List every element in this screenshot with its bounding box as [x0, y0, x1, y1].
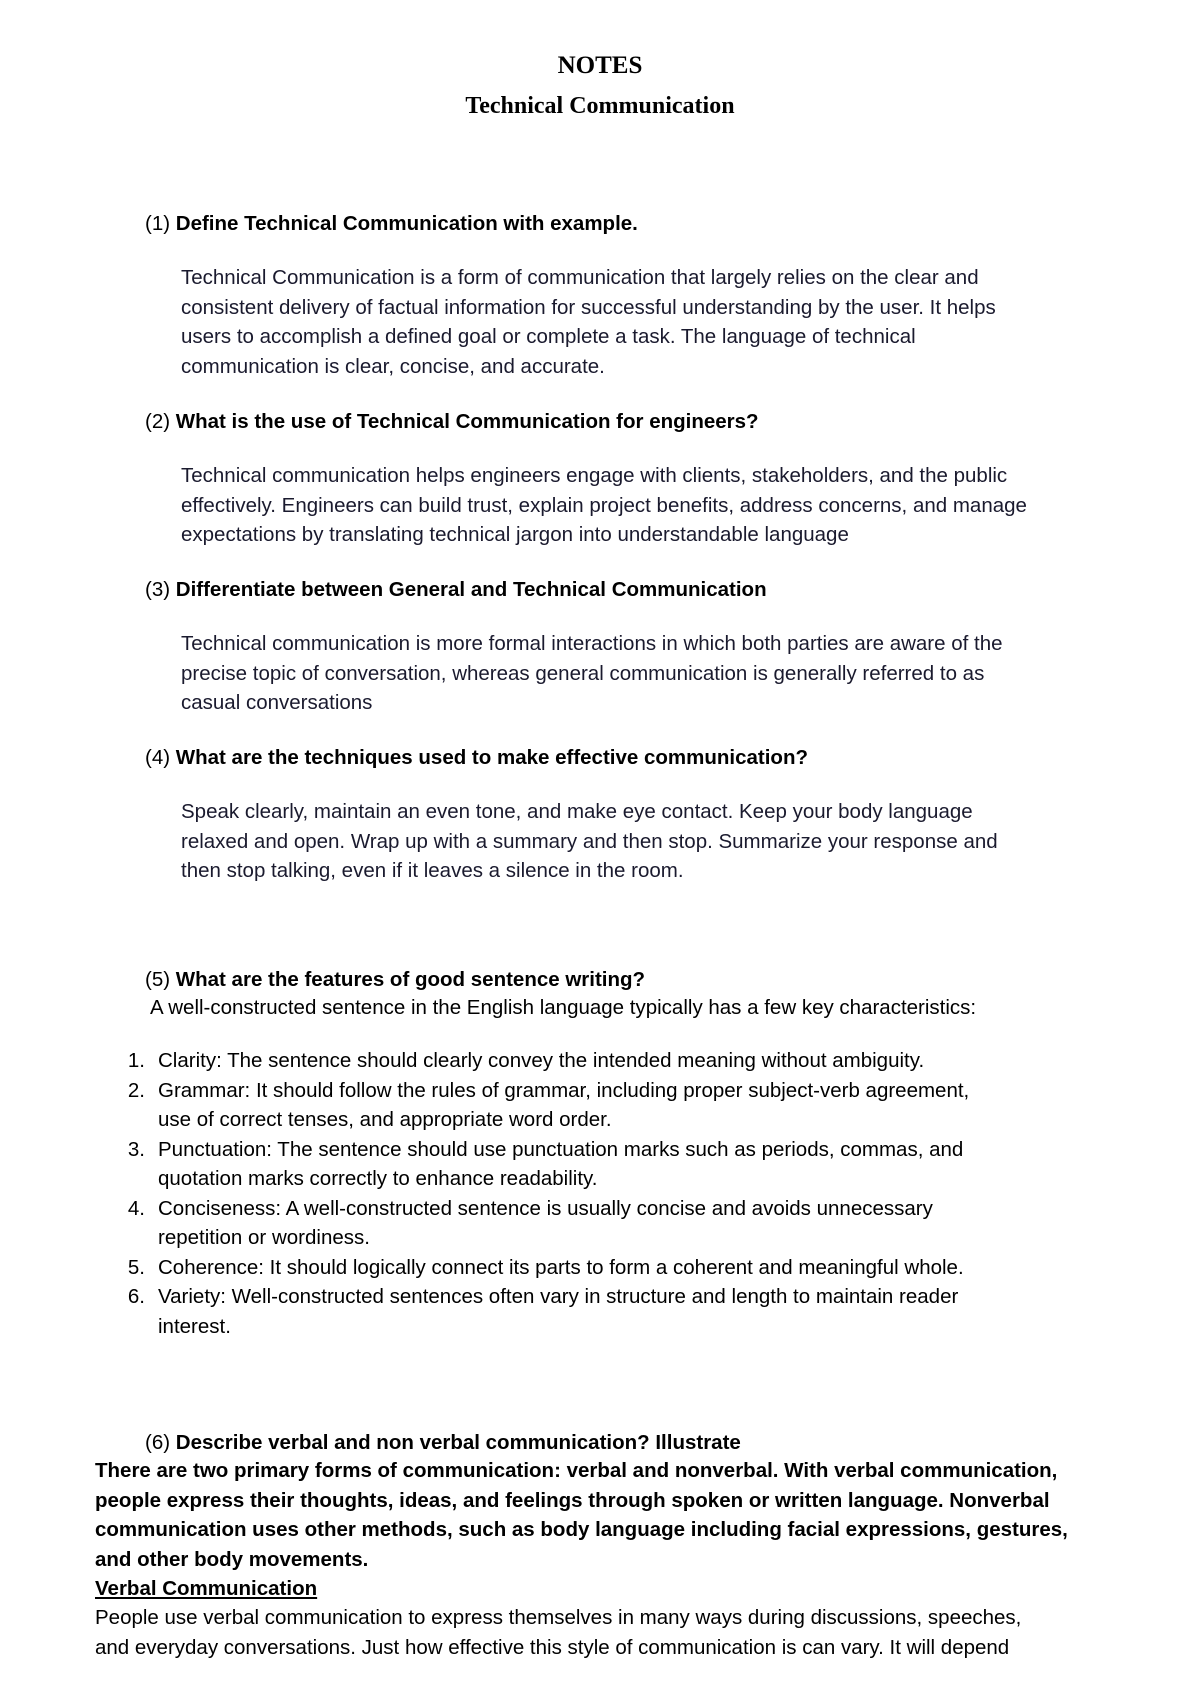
answer-line: Technical communication is more formal interactions in which both parties are aware of the — [181, 632, 1003, 655]
list-item — [100, 1046, 1100, 1076]
list-number: 6. — [127, 1285, 145, 1308]
question-title: Differentiate between General and Technical Communication — [175, 578, 767, 601]
verbal-communication-subheading: Verbal Communication — [95, 1577, 318, 1600]
list-line: Punctuation: The sentence should use punctuation marks such as periods, commas, and — [158, 1137, 964, 1161]
list-text — [158, 1253, 964, 1283]
question-number: (3) — [145, 578, 171, 601]
list-line: Variety: Well-constructed sentences often vary in structure and length to maintain reader — [158, 1285, 959, 1308]
verbal-communication-paragraph — [95, 1603, 1135, 1662]
question-5-heading — [145, 965, 645, 995]
question-title: Define Technical Communication with example. — [175, 212, 638, 235]
answer-line: Speak clearly, maintain an even tone, and make eye contact. Keep your body language — [181, 800, 973, 823]
answer-line: Technical Communication is a form of communication that largely relies on the clear and — [181, 266, 979, 289]
list-number: 1. — [127, 1049, 145, 1072]
question-1-heading — [145, 209, 638, 239]
question-5-intro: A well-constructed sentence in the English language typically has a few key characteristics: — [150, 996, 977, 1019]
question-3-heading — [145, 575, 767, 605]
list-line: repetition or wordiness. — [158, 1226, 370, 1249]
paragraph-line: communication uses other methods, such as body language including facial expressions, gestures, — [95, 1518, 1068, 1541]
list-text — [158, 1282, 958, 1341]
answer-line: expectations by translating technical jargon into understandable language — [181, 523, 849, 546]
list-number: 3. — [127, 1137, 145, 1161]
list-line: Conciseness: A well-constructed sentence is usually concise and avoids unnecessary — [158, 1196, 933, 1220]
list-text — [158, 1135, 963, 1194]
question-title: What are the features of good sentence writing? — [175, 968, 646, 991]
list-line: Clarity: The sentence should clearly convey the intended meaning without ambiguity. — [158, 1049, 925, 1072]
question-4-heading — [145, 743, 808, 773]
list-line: Coherence: It should logically connect its parts to form a coherent and meaningful whole. — [158, 1255, 964, 1279]
answer-line: casual conversations — [181, 691, 373, 714]
list-text — [158, 1076, 969, 1135]
question-number: (5) — [145, 968, 171, 991]
list-item — [100, 1253, 1100, 1283]
list-line: quotation marks correctly to enhance readability. — [158, 1167, 598, 1190]
question-title: What is the use of Technical Communication for engineers? — [175, 410, 759, 433]
answer-line: users to accomplish a defined goal or complete a task. The language of technical — [181, 325, 916, 348]
question-6-heading — [145, 1428, 741, 1458]
list-number: 5. — [127, 1255, 145, 1279]
doc-title: NOTES — [557, 52, 643, 79]
paragraph-line: people express their thoughts, ideas, and feelings through spoken or written language. Nonverbal — [95, 1488, 1050, 1512]
question-number: (2) — [145, 410, 171, 433]
list-number: 4. — [127, 1196, 145, 1220]
question-3-answer — [181, 629, 1121, 718]
question-1-answer — [181, 263, 1121, 381]
paragraph-line: There are two primary forms of communication: verbal and nonverbal. With verbal communication, — [95, 1459, 1058, 1482]
answer-line: Technical communication helps engineers engage with clients, stakeholders, and the public — [181, 464, 1008, 487]
list-item — [100, 1282, 1100, 1341]
question-number: (6) — [145, 1431, 171, 1454]
paragraph-line: People use verbal communication to express themselves in many ways during discussions, speeches, — [95, 1606, 1022, 1629]
paragraph-line: and everyday conversations. Just how effective this style of communication is can vary. It will depend — [95, 1635, 1010, 1659]
list-item — [100, 1194, 1100, 1253]
question-2-answer — [181, 461, 1121, 550]
list-line: interest. — [158, 1314, 231, 1338]
list-text — [158, 1046, 924, 1076]
answer-line: then stop talking, even if it leaves a silence in the room. — [181, 859, 684, 882]
doc-subtitle: Technical Communication — [465, 93, 735, 119]
list-line: use of correct tenses, and appropriate word order. — [158, 1108, 612, 1131]
question-number: (1) — [145, 212, 171, 235]
answer-line: consistent delivery of factual information for successful understanding by the user. It helps — [181, 295, 996, 319]
features-list — [100, 1046, 1100, 1341]
list-number: 2. — [127, 1078, 145, 1102]
answer-line: relaxed and open. Wrap up with a summary and then stop. Summarize your response and — [181, 829, 998, 853]
question-4-answer — [181, 797, 1121, 886]
question-title: What are the techniques used to make effective communication? — [175, 746, 808, 769]
list-line: Grammar: It should follow the rules of grammar, including proper subject-verb agreement, — [158, 1078, 970, 1102]
answer-line: effectively. Engineers can build trust, explain project benefits, address concerns, and manage — [181, 493, 1027, 517]
question-number: (4) — [145, 746, 171, 769]
paragraph-line: and other body movements. — [95, 1547, 369, 1571]
list-text — [158, 1194, 933, 1253]
list-item — [100, 1135, 1100, 1194]
question-6-bold-paragraph — [95, 1456, 1135, 1574]
answer-line: precise topic of conversation, whereas general communication is generally referred to as — [181, 661, 985, 685]
answer-line: communication is clear, concise, and accurate. — [181, 354, 605, 378]
list-item — [100, 1076, 1100, 1135]
question-title: Describe verbal and non verbal communication? Illustrate — [175, 1431, 741, 1454]
question-2-heading — [145, 407, 759, 437]
